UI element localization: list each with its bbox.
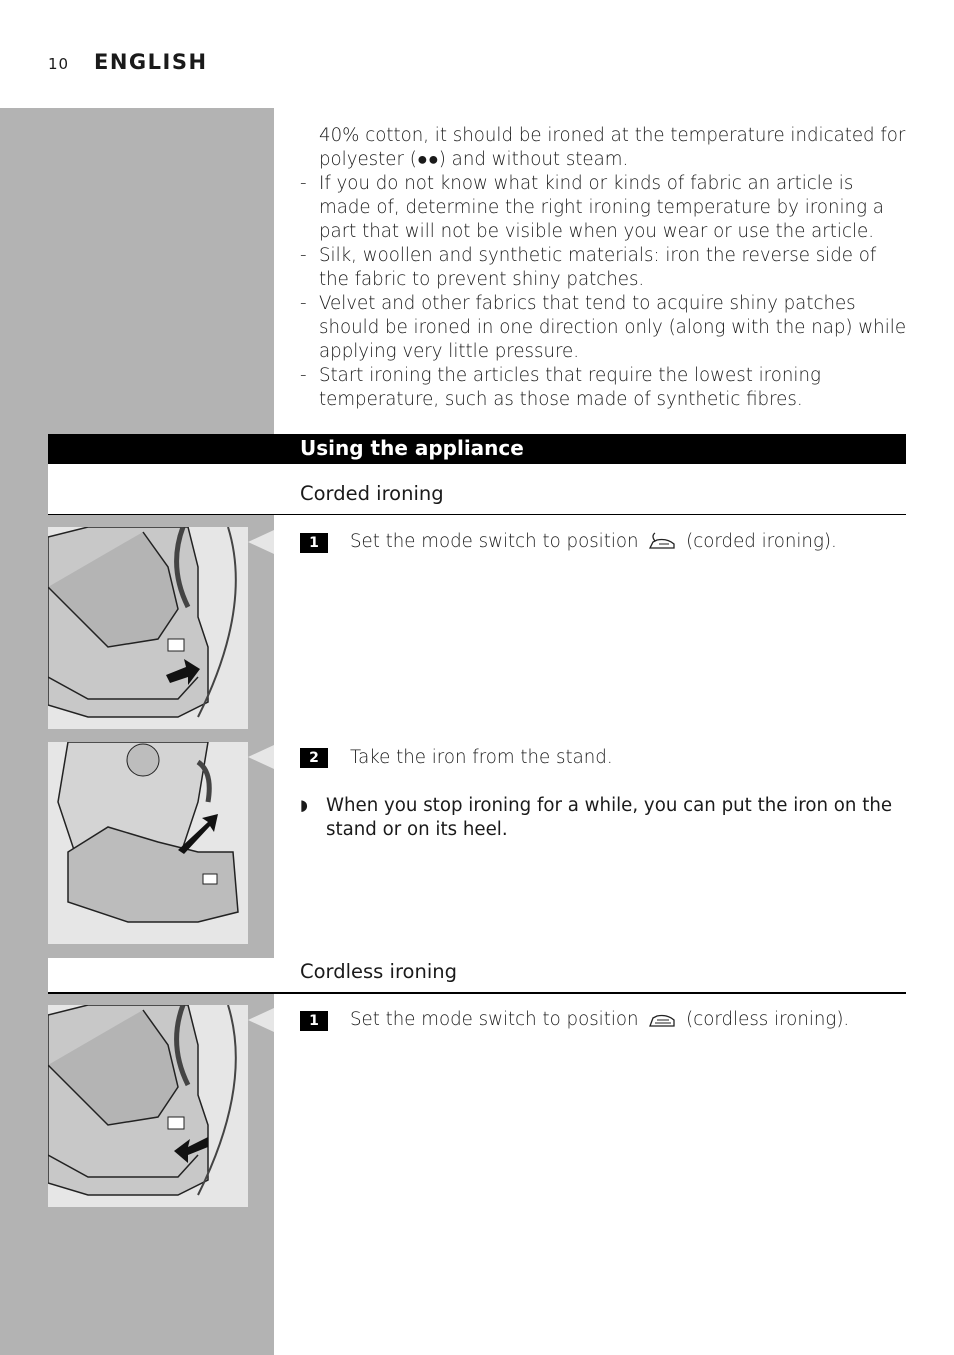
step-number: 1 (300, 1011, 328, 1031)
tip-text: When you stop ironing for a while, you can put the iron on the stand or on its heel. (326, 795, 893, 840)
intro-bullet: - Velvet and other fabrics that tend to acquire shiny patches should be ironed in one direction only (along with the nap) while applying very little pressure. (300, 293, 907, 362)
heading-strip (48, 958, 274, 992)
illustration-cordless-switch (48, 1005, 248, 1207)
intro-bullet: - Start ironing the articles that require the lowest ironing temperature, such as those made of synthetic fibres. (300, 365, 821, 410)
tip-marker: ◗ (300, 796, 308, 814)
illustration-pointer (248, 530, 274, 554)
page-number: 10 (48, 55, 70, 73)
corded-step-1-text: Set the mode switch to position (corded ironing). (350, 530, 837, 557)
intro-bullet: - Silk, woollen and synthetic materials: iron the reverse side of the fabric to prevent shiny patches. (300, 245, 877, 290)
intro-continuation: 40% cotton, it should be ironed at the temperature indicated for polyester (●●) and without steam. (319, 125, 906, 170)
heading-rule (48, 992, 906, 994)
illustration-iron-stand (48, 742, 248, 944)
cordless-ironing-heading: Cordless ironing (300, 960, 457, 983)
step-number: 1 (300, 533, 328, 553)
language-heading: ENGLISH (94, 50, 208, 74)
cordless-step-1-text: Set the mode switch to position (cordless ironing). (350, 1008, 849, 1035)
corded-ironing-icon (647, 532, 677, 557)
heading-rule (48, 514, 906, 515)
step-number: 2 (300, 748, 328, 768)
illustration-corded-switch (48, 527, 248, 729)
corded-ironing-heading: Corded ironing (300, 482, 444, 505)
intro-bullet: - If you do not know what kind or kinds of fabric an article is made of, determine the right ironing temperature by ironing a part that will not be visible when you wear or use the article. (300, 173, 884, 242)
corded-step-2-text: Take the iron from the stand. (350, 747, 613, 768)
section-title: Using the appliance (300, 436, 524, 460)
intro-text (300, 124, 910, 412)
cordless-ironing-icon (647, 1010, 677, 1035)
heading-strip (48, 464, 274, 514)
illustration-pointer (248, 745, 274, 769)
tip-paragraph (300, 794, 910, 842)
illustration-pointer (248, 1008, 274, 1032)
